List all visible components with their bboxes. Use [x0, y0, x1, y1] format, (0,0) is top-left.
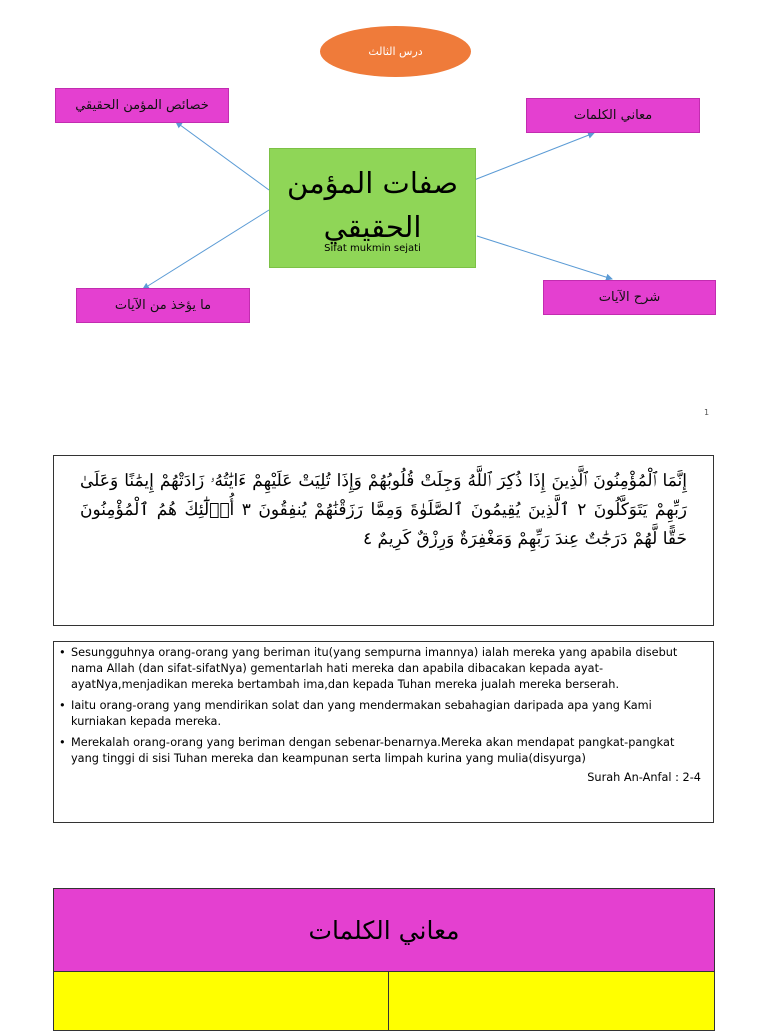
- node-explanation: [543, 280, 716, 315]
- node-lessons: [76, 288, 250, 323]
- quran-verse: إِنَّمَا ٱلْمُؤْمِنُونَ ٱلَّذِينَ إِذَا ذُكِرَ ٱللَّهُ وَجِلَتْ قُلُوبُهُمْ وَإِذَا تُلِيَتْ عَلَيْهِمْ ءَايَٰتُهُۥ زَادَتْهُمْ إِيمَٰنًا وَعَلَىٰ رَبِّهِمْ يَتَوَكَّلُونَ ٢ ٱلَّذِينَ يُقِيمُونَ ٱلصَّلَوٰةَ وَمِمَّا رَزَقْنَٰهُمْ يُنفِقُونَ ٣ أُو۟لَٰٓئِكَ هُمُ ٱلْمُؤْمِنُونَ حَقًّا لَّهُمْ دَرَجَٰتٌ عِندَ رَبِّهِمْ وَمَغْفِرَةٌ وَرِزْقٌ كَرِيمٌ ٤: [80, 471, 688, 549]
- arrow-to-bottom-left: [143, 210, 269, 289]
- center-title: صفات المؤمن الحقيقي: [287, 166, 458, 244]
- arrow-to-top-left: [176, 122, 269, 190]
- table-cell: [53, 971, 389, 1031]
- node-word-meanings-label: معاني الكلمات: [573, 108, 653, 123]
- translation-point: • Merekalah orang-orang yang beriman dengan sebenar-benarnya.Mereka akan mendapat pangkat-pangkat yang tinggi di sisi Tuhan mereka dan keampunan serta limpah kurina yang mulia(disyurga): [59, 735, 701, 767]
- translation-list: [59, 645, 701, 767]
- center-node: [269, 148, 476, 268]
- node-characteristics: [55, 88, 229, 123]
- translation-box: [53, 641, 714, 823]
- page-number: 1: [704, 408, 710, 417]
- table-header-label: معاني الكلمات: [308, 915, 460, 945]
- node-explanation-label: شرح الآيات: [598, 290, 661, 305]
- translation-point: • Iaitu orang-orang yang mendirikan solat dan yang mendermakan sebahagian daripada apa yang Kami kurniakan kepada mereka.: [59, 698, 701, 730]
- lesson-label: درس الثالث: [368, 45, 423, 58]
- table-cell: [388, 971, 715, 1031]
- arrow-to-top-right: [474, 133, 594, 180]
- table-header: [53, 888, 715, 972]
- center-subtitle: Sifat mukmin sejati: [324, 243, 421, 254]
- node-characteristics-label: خصائص المؤمن الحقيقي: [75, 98, 209, 113]
- surah-reference: Surah An-Anfal : 2-4: [587, 771, 701, 784]
- lesson-oval: [320, 26, 471, 77]
- verse-box: [53, 455, 714, 626]
- node-word-meanings: [526, 98, 700, 133]
- translation-point: • Sesungguhnya orang-orang yang beriman itu(yang sempurna imannya) ialah mereka yang apabila disebut nama Allah (dan sifat-sifatNya) gementarlah hati mereka dan apabila dibacakan kepada ayat-ayatNya,menjadikan mereka bertambah ima,dan kepada Tuhan mereka jualah mereka berserah.: [59, 645, 701, 693]
- arrow-to-bottom-right: [477, 236, 612, 279]
- node-lessons-label: ما يؤخذ من الآيات: [114, 298, 212, 313]
